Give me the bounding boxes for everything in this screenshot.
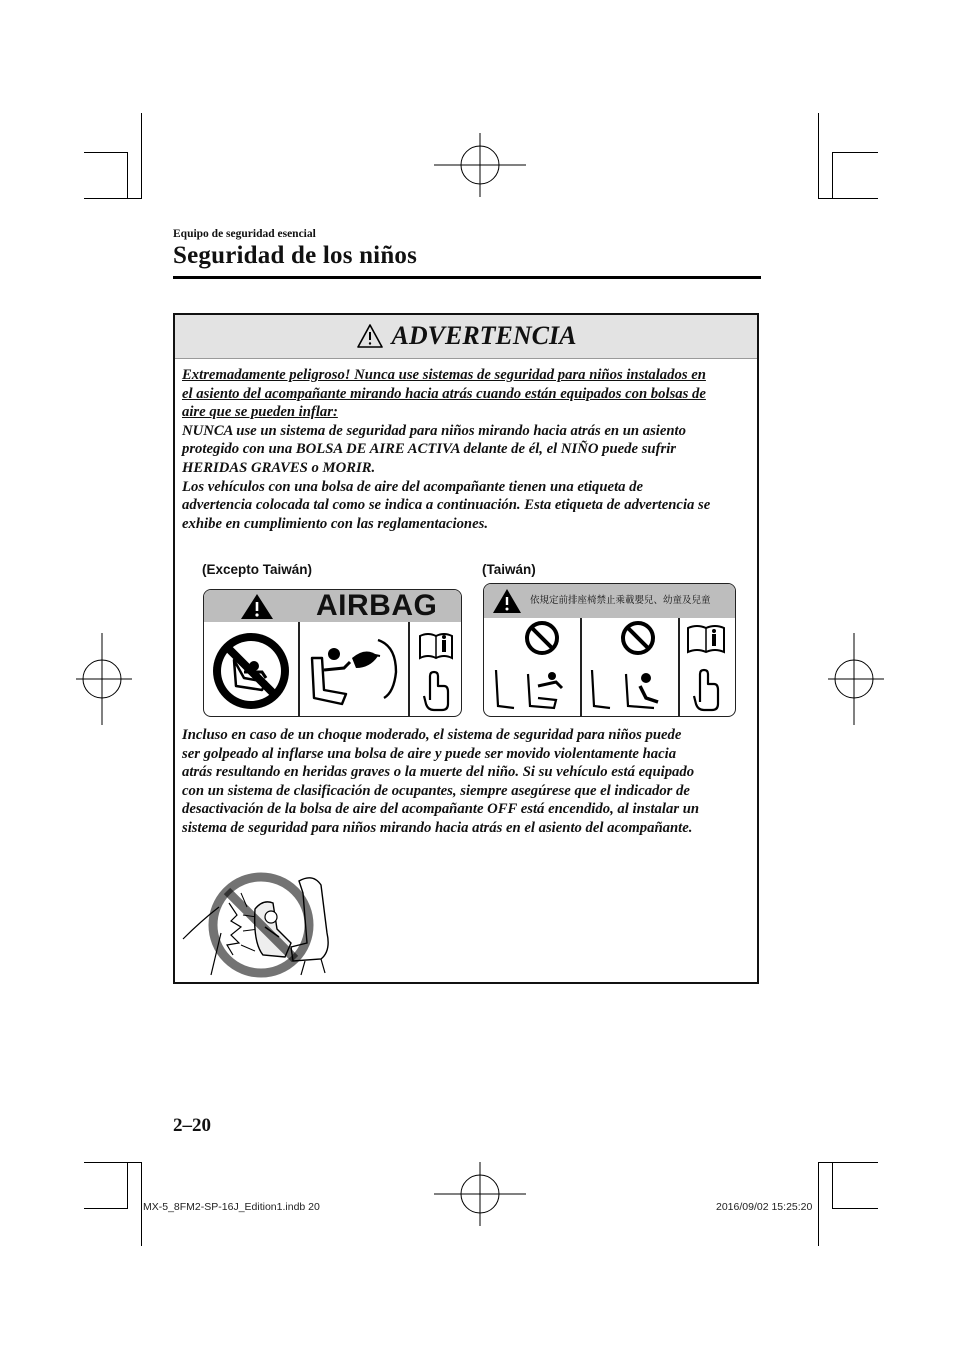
warning-line: ser golpeado al inflarse una bolsa de aire y puede ser movido violentamente hacia xyxy=(182,745,677,762)
crop-mark xyxy=(818,1162,819,1246)
warning-line: el asiento del acompañante mirando hacia atrás cuando están equipados con bolsas de xyxy=(182,385,706,402)
crop-mark xyxy=(141,1162,142,1246)
warning-line: protegido con una BOLSA DE AIRE ACTIVA delante de él, el NIÑO puede sufrir xyxy=(182,441,676,458)
registration-mark-left xyxy=(76,633,132,725)
crop-mark xyxy=(141,113,142,199)
print-date-info: 2016/09/02 15:25:20 xyxy=(716,1201,813,1213)
warning-line: sistema de seguridad para niños mirando hacia atrás en el asiento del acompañante. xyxy=(182,819,693,836)
warning-header xyxy=(175,315,757,359)
section-label: Equipo de seguridad esencial xyxy=(173,228,316,240)
warning-box xyxy=(173,313,759,984)
crop-mark xyxy=(818,198,878,199)
crop-mark xyxy=(84,198,142,199)
registration-mark-top xyxy=(434,133,526,197)
page-title: Seguridad de los niños xyxy=(173,242,418,269)
warning-line: con un sistema de clasificación de ocupantes, siempre asegúrese que el indicador de xyxy=(182,782,690,799)
no-child-booster-icon xyxy=(584,620,676,714)
warning-triangle-icon xyxy=(240,593,274,620)
warning-details xyxy=(182,726,754,838)
warning-line: atrás resultando en heridas graves o la muerte del niño. Si su vehículo está equipado xyxy=(182,764,695,781)
label-caption-except-taiwan: (Excepto Taiwán) xyxy=(202,562,313,577)
print-file-info: MX-5_8FM2-SP-16J_Edition1.indb 20 xyxy=(143,1201,320,1213)
taiwan-warning-label xyxy=(483,583,736,717)
registration-mark-right xyxy=(828,633,884,725)
airbag-deploy-icon xyxy=(304,628,402,714)
crop-mark xyxy=(818,113,819,199)
warning-line: Incluso en caso de un choque moderado, el sistema de seguridad para niños puede xyxy=(182,727,682,743)
warning-line: desactivación de la bolsa de aire del acompañante OFF está encendido, al instalar un xyxy=(182,801,700,818)
no-child-seat-airbag-illustration xyxy=(181,863,347,979)
warning-triangle-icon xyxy=(356,323,384,349)
crop-mark xyxy=(84,152,128,153)
registration-mark-bottom xyxy=(434,1162,526,1226)
warning-intro xyxy=(182,366,754,533)
manual-book-icon xyxy=(684,622,730,712)
warning-line: Extremadamente peligroso! Nunca use sistemas de seguridad para niños instalados en xyxy=(182,367,706,383)
crop-mark xyxy=(127,1162,128,1208)
crop-mark xyxy=(832,152,833,199)
crop-mark xyxy=(127,152,128,199)
warning-line: advertencia colocada tal como se indica a continuación. Esta etiqueta de advertencia se xyxy=(182,497,711,514)
warning-line: NUNCA use un sistema de seguridad para niños mirando hacia atrás en un asiento xyxy=(182,422,686,439)
page-number: 2–20 xyxy=(173,1115,211,1136)
no-rear-facing-seat-icon xyxy=(210,630,292,712)
manual-book-icon xyxy=(416,630,456,712)
label-caption-taiwan: (Taiwán) xyxy=(482,562,536,577)
warning-title: ADVERTENCIA xyxy=(391,321,577,350)
airbag-label-text: AIRBAG xyxy=(316,589,438,622)
warning-line: aire que se pueden inflar: xyxy=(182,404,338,421)
crop-mark xyxy=(832,152,878,153)
warning-triangle-icon xyxy=(492,588,522,614)
warning-line: HERIDAS GRAVES o MORIR. xyxy=(182,459,376,476)
crop-mark xyxy=(832,1162,833,1208)
crop-mark xyxy=(84,1162,142,1163)
title-rule xyxy=(173,276,761,279)
crop-mark xyxy=(832,1208,878,1209)
airbag-warning-label xyxy=(203,589,462,717)
warning-line: Los vehículos con una bolsa de aire del acompañante tienen una etiqueta de xyxy=(182,478,644,495)
warning-line: exhibe en cumplimiento con las reglamentaciones. xyxy=(182,515,488,532)
crop-mark xyxy=(818,1162,878,1163)
no-child-seat-icon xyxy=(488,620,578,714)
taiwan-label-text: 依規定前排座椅禁止乘載嬰兒、幼童及兒童 xyxy=(530,595,711,606)
crop-mark xyxy=(84,1208,128,1209)
